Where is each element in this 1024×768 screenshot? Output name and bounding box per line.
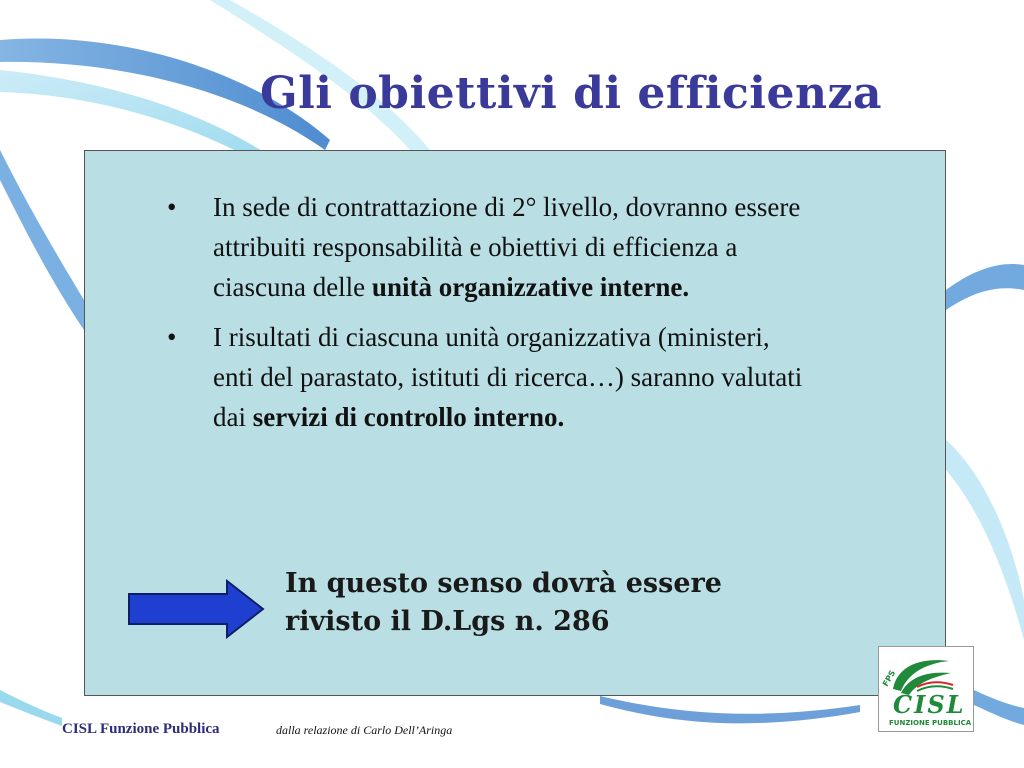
bullet-item	[167, 187, 807, 307]
cisl-logo	[878, 646, 974, 732]
bullet-marker: •	[167, 322, 177, 352]
bullet-bold-text: unità organizzative interne.	[371, 272, 690, 302]
bullet-list	[167, 187, 807, 447]
right-arrow-icon	[127, 579, 265, 639]
logo-fps-text: FPS	[880, 668, 898, 688]
cisl-logo-mark	[879, 647, 973, 731]
bullet-bold-text: servizi di controllo interno.	[252, 402, 565, 432]
logo-subtitle-text: FUNZIONE PUBBLICA	[889, 719, 972, 727]
conclusion-text: In questo senso dovrà essere rivisto il D.Lgs n. 286	[285, 568, 722, 637]
content-box	[84, 150, 946, 696]
bullet-item	[167, 317, 807, 437]
bullet-text: In sede di contrattazione di 2° livello, dovranno essere attribuiti responsabilità e obiettivi di efficienza a ciascuna delle	[213, 192, 801, 302]
footer-organization: CISL Funzione Pubblica	[62, 721, 220, 737]
slide-title: Gli obiettivi di efficienza	[260, 68, 882, 119]
bullet-marker: •	[167, 192, 177, 222]
logo-name-text: CISL	[893, 690, 966, 719]
bullet-text: I risultati di ciascuna unità organizzativa (ministeri, enti del parastato, istituti di ricerca…) saranno valutati dai	[213, 322, 803, 432]
footer-source-note: dalla relazione di Carlo Dell’Aringa	[276, 723, 453, 737]
